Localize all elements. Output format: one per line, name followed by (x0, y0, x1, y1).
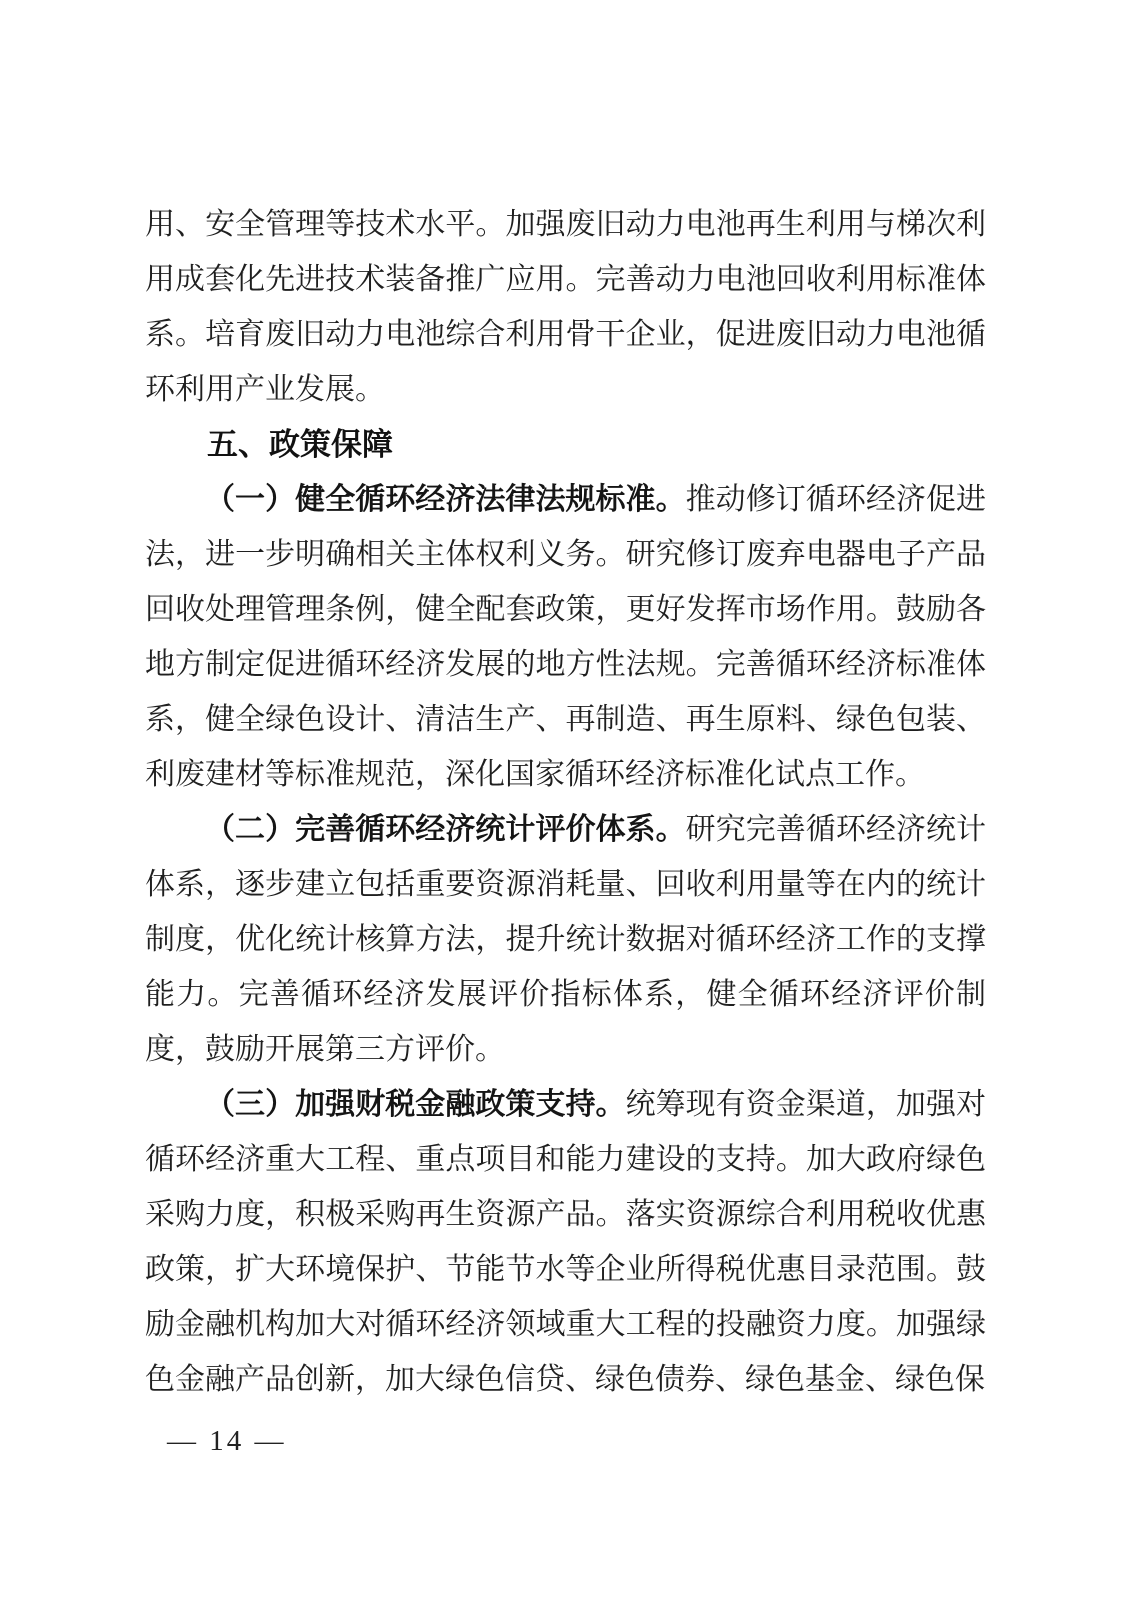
heading-policy-support: 五、政策保障 (207, 427, 393, 462)
page-number: — 14 — (167, 1425, 287, 1457)
section-2-lead: （二）完善循环经济统计评价体系。 (205, 813, 686, 846)
paragraph-section-3 (145, 1077, 986, 1407)
section-3-lead: （三）加强财税金融政策支持。 (205, 1088, 626, 1121)
section-2-body: 研究完善循环经济统计体系，逐步建立包括重要资源消耗量、回收利用量等在内的统计制度，优化统计核算方法，提升统计数据对循环经济工作的支撑能力。完善循环经济发展评价指标体系，健全循环经济评价制度，鼓励开展第三方评价。 (145, 813, 987, 1066)
paragraph-section-1 (145, 472, 986, 802)
document-content (145, 197, 986, 1407)
paragraph-battery-recycling: 用、安全管理等技术水平。加强废旧动力电池再生利用与梯次利用成套化先进技术装备推广应用。完善动力电池回收利用标准体系。培育废旧动力电池综合利用骨干企业，促进废旧动力电池循环利用产业发展。 (145, 208, 986, 406)
section-1-lead: （一）健全循环经济法律法规标准。 (205, 483, 686, 516)
section-3-body: 统筹现有资金渠道，加强对循环经济重大工程、重点项目和能力建设的支持。加大政府绿色采购力度，积极采购再生资源产品。落实资源综合利用税收优惠政策，扩大环境保护、节能节水等企业所得税优惠目录范围。鼓励金融机构加大对循环经济领域重大工程的投融资力度。加强绿色金融产品创新，加大绿色信贷、绿色债券、绿色基金、绿色保 (145, 1088, 987, 1396)
paragraph-section-2 (145, 802, 986, 1077)
section-1-body: 推动修订循环经济促进法，进一步明确相关主体权利义务。研究修订废弃电器电子产品回收处理管理条例，健全配套政策，更好发挥市场作用。鼓励各地方制定促进循环经济发展的地方性法规。完善循环经济标准体系，健全绿色设计、清洁生产、再制造、再生原料、绿色包装、利废建材等标准规范，深化国家循环经济标准化试点工作。 (145, 483, 987, 791)
